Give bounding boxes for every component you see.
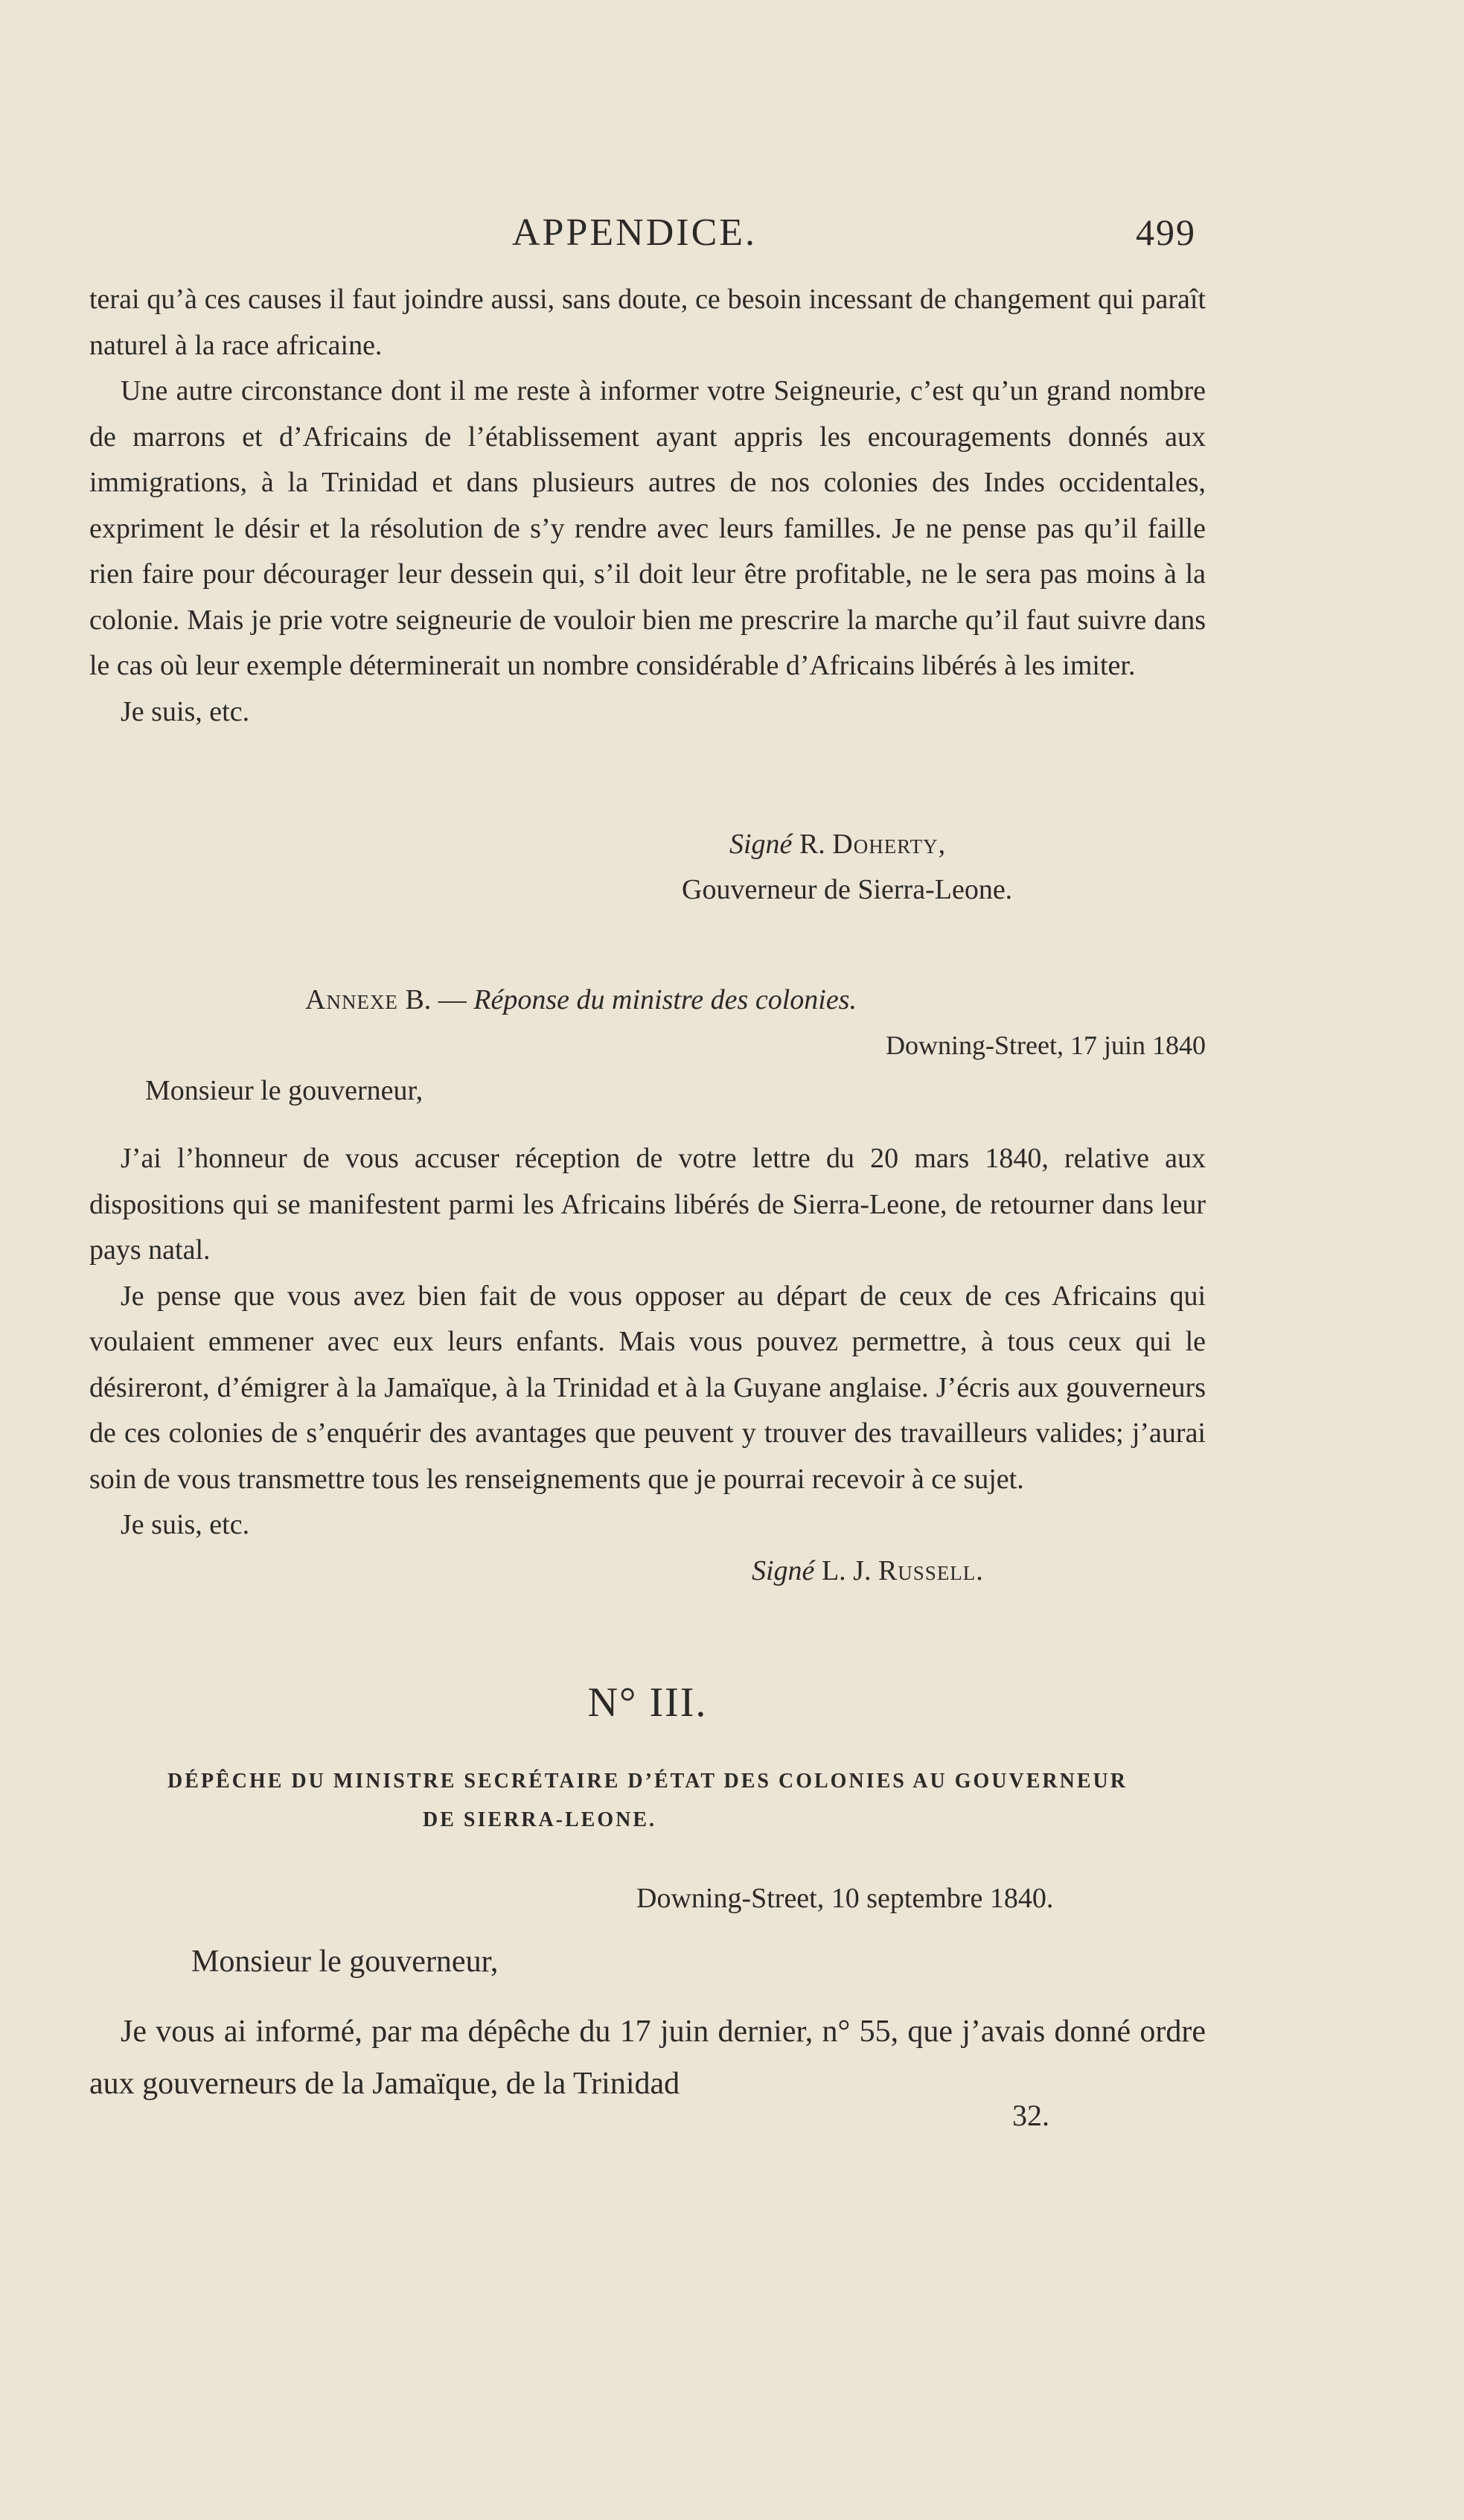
closing-formula: Je suis, etc.: [121, 695, 250, 727]
signer-title: Gouverneur de Sierra-Leone.: [682, 874, 1013, 905]
dateline-june: Downing-Street, 17 juin 1840: [886, 1030, 1206, 1060]
salutation-first: Monsieur le gouverneur,: [145, 1075, 423, 1106]
page-number: 499: [1136, 211, 1196, 253]
signer-initials-2: L. J.: [821, 1554, 872, 1586]
paragraph-continuation: terai qu’à ces causes il faut joindre aussi, sans doute, ce besoin incessant de changement qui paraît naturel à la race africaine.: [89, 284, 1206, 361]
annexe-letter: B. —: [405, 984, 467, 1015]
paragraph-reception: J’ai l’honneur de vous accuser réception de votre lettre du 20 mars 1840, relative aux dispositions qui se manifestent parmi les Africains libérés de Sierra-Leone, de retourner dans leur pays natal.: [89, 1143, 1206, 1266]
signer-name-2: Russell.: [878, 1554, 984, 1586]
annexe-label: Annexe: [305, 984, 398, 1015]
signe-label-2: Signé: [752, 1554, 815, 1586]
section-title-line-2: DE SIERRA-LEONE.: [422, 1808, 657, 1831]
signer-name: Doherty,: [832, 829, 947, 860]
letter-body: [89, 1936, 1206, 2110]
running-head: APPENDICE.: [512, 211, 758, 254]
signature-block-doherty: [89, 822, 1206, 913]
signer-initial: R.: [799, 829, 825, 860]
signature-mark: 32.: [1012, 2099, 1049, 2132]
section-three: [89, 1679, 1206, 1726]
russell-reply: [89, 1136, 1206, 1594]
letter-september: [89, 1876, 1206, 1921]
closing-formula-2: Je suis, etc.: [121, 1509, 250, 1540]
section-title-line-1: DÉPÊCHE DU MINISTRE SECRÉTAIRE D’ÉTAT DES COLONIES AU GOUVERNEUR: [167, 1770, 1128, 1793]
paragraph-informe: Je vous ai informé, par ma dépêche du 17 juin dernier, n° 55, que j’avais donné ordre aux gouverneurs de la Jamaïque, de la Trinidad: [89, 2015, 1206, 2101]
annexe-subtitle: Réponse du ministre des colonies.: [473, 984, 857, 1015]
section-number: N° III.: [587, 1680, 708, 1726]
paragraph-depart: Je pense que vous avez bien fait de vous opposer au départ de ceux de ces Africains qui voulaient emmener avec eux leurs enfants. Mais vous pouvez permettre, à tous ceux qui le désireront, d’émigrer à la Jamaïque, à la Trinidad et à la Guyane anglaise. J’écris aux gouverneurs de ces colonies de s’enquérir des avantages que peuvent y trouver des travailleurs valides; j’aurai soin de vous transmettre tous les renseignements que je pourrai recevoir à ce sujet.: [89, 1280, 1206, 1495]
body-text: [89, 277, 1206, 735]
section-title: [89, 1762, 1206, 1840]
dateline-september: Downing-Street, 10 septembre 1840.: [636, 1883, 1054, 1914]
signature-russell: [89, 1548, 1206, 1594]
paragraph-circonstance: Une autre circonstance dont il me reste à informer votre Seigneurie, c’est qu’un grand nombre de marrons et d’Africains de l’établissement ayant appris les encouragements donnés aux immigrations, à la Trinidad et dans plusieurs autres de nos colonies des Indes occidentales, expriment le désir et la résolution de s’y rendre avec leurs familles. Je ne pense pas qu’il faille rien faire pour décourager leur dessein qui, s’il doit leur être profitable, ne le sera pas moins à la colonie. Mais je prie votre seigneurie de vouloir bien me prescrire la marche qu’il faut suivre dans le cas où leur exemple déterminerait un nombre considérable d’Africains libérés à les imiter.: [89, 375, 1206, 681]
signe-label: Signé: [729, 829, 793, 860]
annexe-heading: [89, 977, 1206, 1114]
salutation-second: Monsieur le gouverneur,: [191, 1945, 499, 1979]
